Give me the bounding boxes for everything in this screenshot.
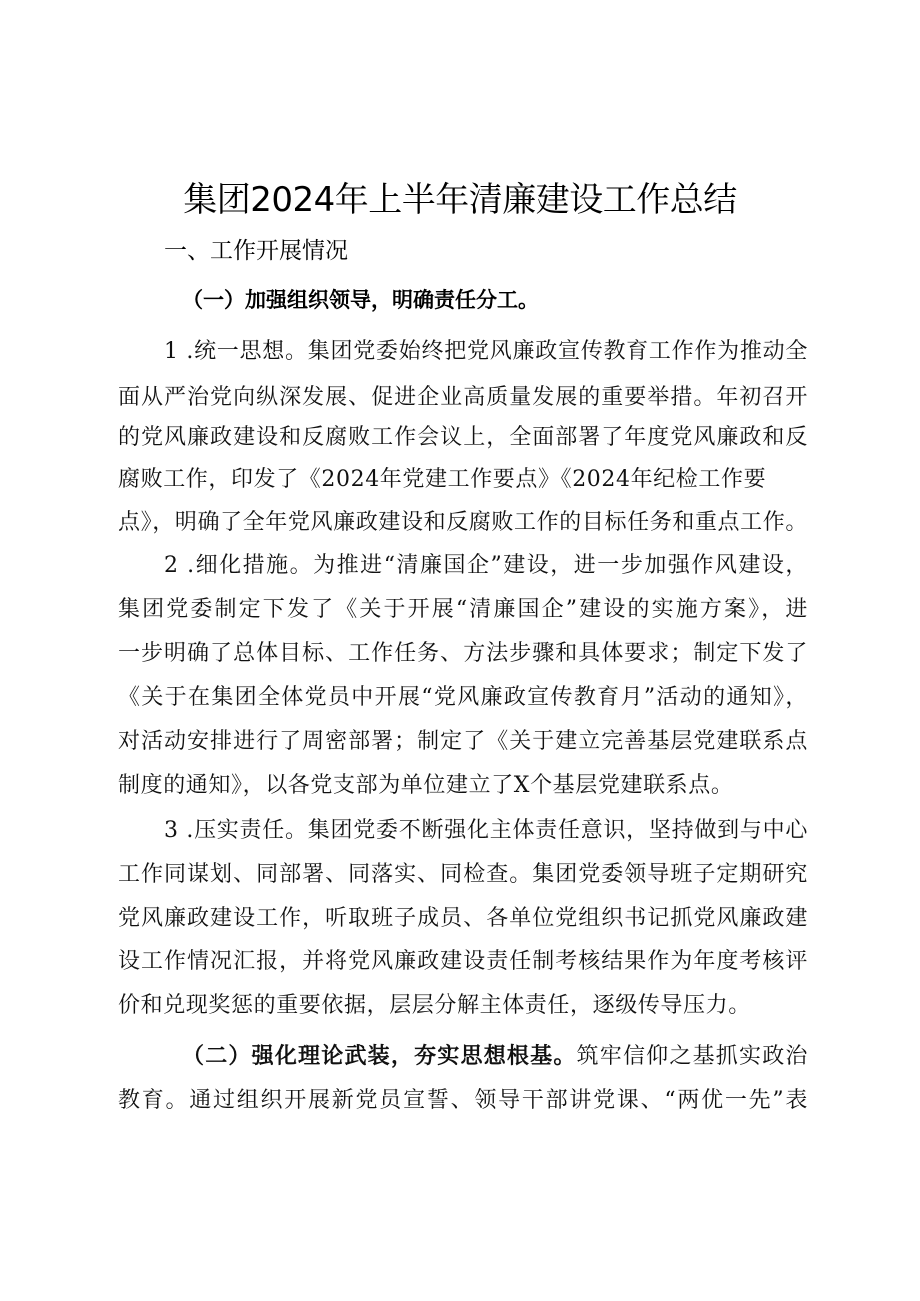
paragraph-line: 集团党委制定下发了《关于开展“清廉国企”建设的实施方案》，进 xyxy=(118,597,808,622)
paragraph-line: 面从严治党向纵深发展、促进企业高质量发展的重要举措。年初召开 xyxy=(118,385,808,410)
paragraph-line: 对活动安排进行了周密部署；制定了《关于建立完善基层党建联系点 xyxy=(118,729,808,754)
subsection-2-first-line xyxy=(182,1039,808,1070)
paragraph-line: 3 .压实责任。集团党委不断强化主体责任意识，坚持做到与中心 xyxy=(164,818,808,843)
paragraph-line: 《关于在集团全体党员中开展“党风廉政宣传教育月”活动的通知》， xyxy=(118,685,808,710)
paragraph-line: 2 .细化措施。为推进“清廉国企”建设，进一步加强作风建设， xyxy=(164,553,808,578)
subsection-heading-1: （一）加强组织领导，明确责任分工。 xyxy=(182,287,539,312)
section-heading: 一、工作开展情况 xyxy=(164,238,348,264)
subsection-heading-2: （二）强化理论武装，夯实思想根基。 xyxy=(182,1043,577,1069)
document-title: 集团2024年上半年清廉建设工作总结 xyxy=(183,180,737,220)
paragraph-line: 工作同谋划、同部署、同落实、同检查。集团党委领导班子定期研究 xyxy=(118,862,808,887)
paragraph-line: 价和兑现奖惩的重要依据，层层分解主体责任，逐级传导压力。 xyxy=(118,993,751,1018)
paragraph-line: 制度的通知》，以各党支部为单位建立了X个基层党建联系点。 xyxy=(118,773,734,798)
paragraph-line: 1 .统一思想。集团党委始终把党风廉政宣传教育工作作为推动全 xyxy=(164,339,808,364)
paragraph-line: 一步明确了总体目标、工作任务、方法步骤和具体要求；制定下发了 xyxy=(118,641,808,666)
paragraph-line: 设工作情况汇报，并将党风廉政建设责任制考核结果作为年度考核评 xyxy=(118,949,808,974)
subsection-2-text: 筑牢信仰之基抓实政治 xyxy=(576,1044,808,1069)
paragraph-line: 党风廉政建设工作，听取班子成员、各单位党组织书记抓党风廉政建 xyxy=(118,906,808,931)
paragraph-line: 教育。通过组织开展新党员宣誓、领导干部讲党课、“两优一先”表 xyxy=(118,1088,808,1113)
paragraph-line: 腐败工作，印发了《2024年党建工作要点》《2024年纪检工作要 xyxy=(118,467,767,492)
paragraph-line: 的党风廉政建设和反腐败工作会议上，全面部署了年度党风廉政和反 xyxy=(118,425,808,450)
paragraph-line: 点》，明确了全年党风廉政建设和反腐败工作的目标任务和重点工作。 xyxy=(118,510,808,535)
